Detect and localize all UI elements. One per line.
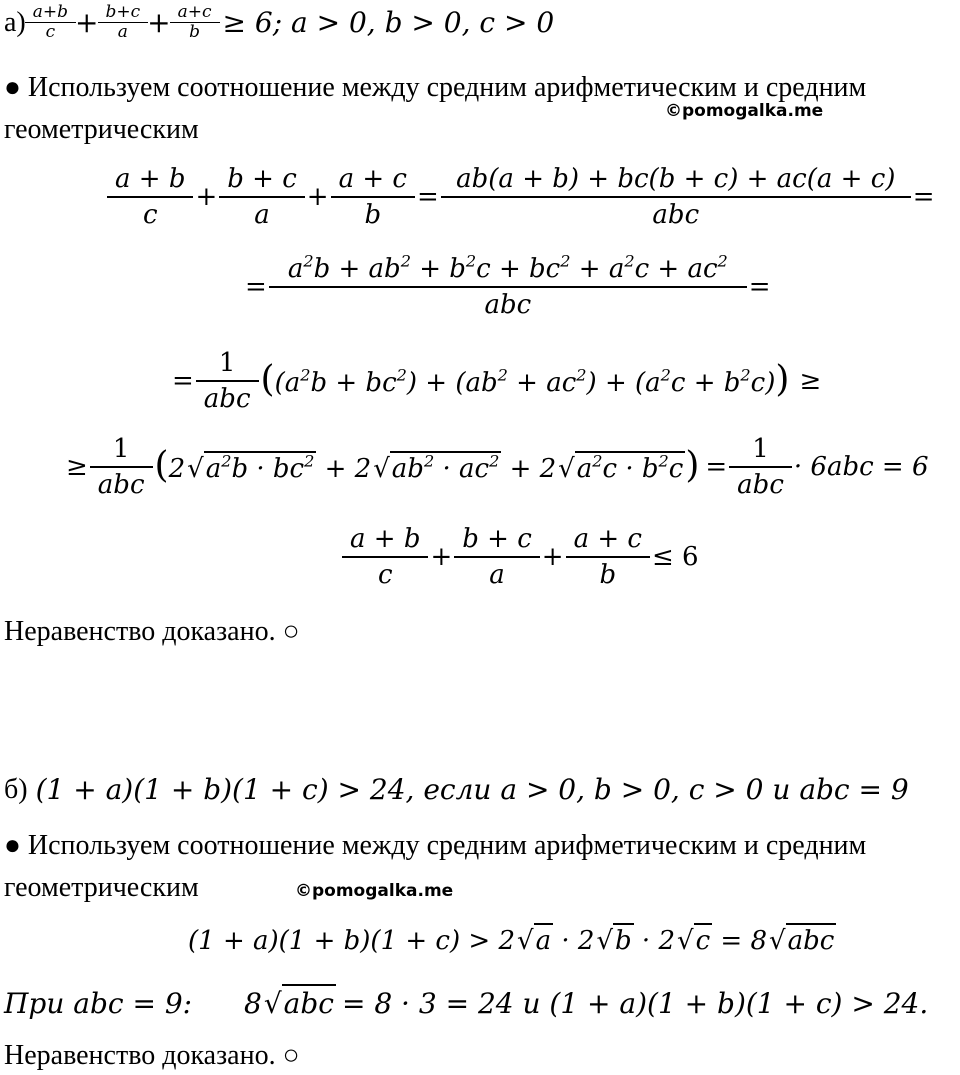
part-a-method-line2: геометрическим bbox=[4, 114, 199, 145]
part-a-conclusion: Неравенство доказано. ○ bbox=[4, 616, 300, 647]
part-b-method-line2: геометрическим bbox=[4, 872, 199, 903]
part-a-label: а) bbox=[4, 6, 26, 38]
part-b-when-prefix: При abc = 9: bbox=[4, 987, 193, 1020]
part-a-condition: ≥ 6; a > 0, b > 0, c > 0 bbox=[222, 5, 555, 39]
equation-amgm-b: (1 + a)(1 + b)(1 + c) > 2√a · 2√b · 2√c = 8√abc bbox=[188, 928, 836, 954]
part-a-problem: а) $\frac{a+b}{c}$ + $\frac{b+c}{a}$ + $\frac{a+c}{b}$ ≥ 6; a > 0, b > 0, c > 0 bbox=[4, 2, 555, 42]
part-b-method-line1: ● Используем соотношение между средним арифметическим и средним bbox=[4, 830, 867, 861]
equation-line-2: = $\frac{a^2b + ab^2 + b^2c + bc^2 + a^2c + ac^2}{\text{abc}}$ = bbox=[245, 251, 771, 320]
watermark: ©pomogalka.me bbox=[665, 101, 824, 121]
part-a-method-line1: ● Используем соотношение между средним арифметическим и средним bbox=[4, 72, 867, 103]
fraction: $\frac{b+c}{a}$ bbox=[102, 4, 145, 41]
part-b-substitution: При abc = 9: 8√abc = 8 · 3 = 24 и (1 + a)(1 + b)(1 + c) > 24. bbox=[4, 990, 928, 1018]
fraction: $\frac{a+c}{b}$ bbox=[174, 4, 216, 41]
equation-line-4: ≥ $\frac{1}{\text{abc}}$ $(2√a^2b \cdot bc^2 + 2√ab^2 \cdot ac^2 + 2√a^2c \cdot b^2c)$ = $\frac{1}{\text{abc}}$ · 6abc = 6 bbox=[66, 434, 929, 500]
part-b-label: б) bbox=[4, 774, 28, 805]
part-b-problem bbox=[4, 773, 909, 806]
equation-line-5: $\frac{a + b}{c}$ + $\frac{b + c}{a}$ + $\frac{a + c}{b}$ ≤ 6 bbox=[340, 526, 699, 588]
equation-line-1: $\frac{a + b}{c}$ + $\frac{b + c}{a}$ + $\frac{a + c}{b}$ = $\frac{ab(a + b) + bc(b + c) + ac(a + c)}{\text{abc}}$ = bbox=[105, 166, 935, 228]
watermark: ©pomogalka.me bbox=[295, 881, 454, 901]
part-b-when-result: = 8 · 3 = 24 и (1 + a)(1 + b)(1 + c) > 24. bbox=[341, 987, 929, 1020]
fraction: $\frac{a+b}{c}$ bbox=[29, 4, 72, 41]
part-b-statement: (1 + a)(1 + b)(1 + c) > 24, если a > 0, b > 0, c > 0 и abc = 9 bbox=[35, 773, 909, 806]
part-b-conclusion: Неравенство доказано. ○ bbox=[4, 1040, 300, 1071]
equation-line-3: = $\frac{1}{\text{abc}}$ $((a^2b + bc^2) + (ab^2 + ac^2) + (a^2c + b^2c))$ ≥ bbox=[172, 348, 822, 414]
